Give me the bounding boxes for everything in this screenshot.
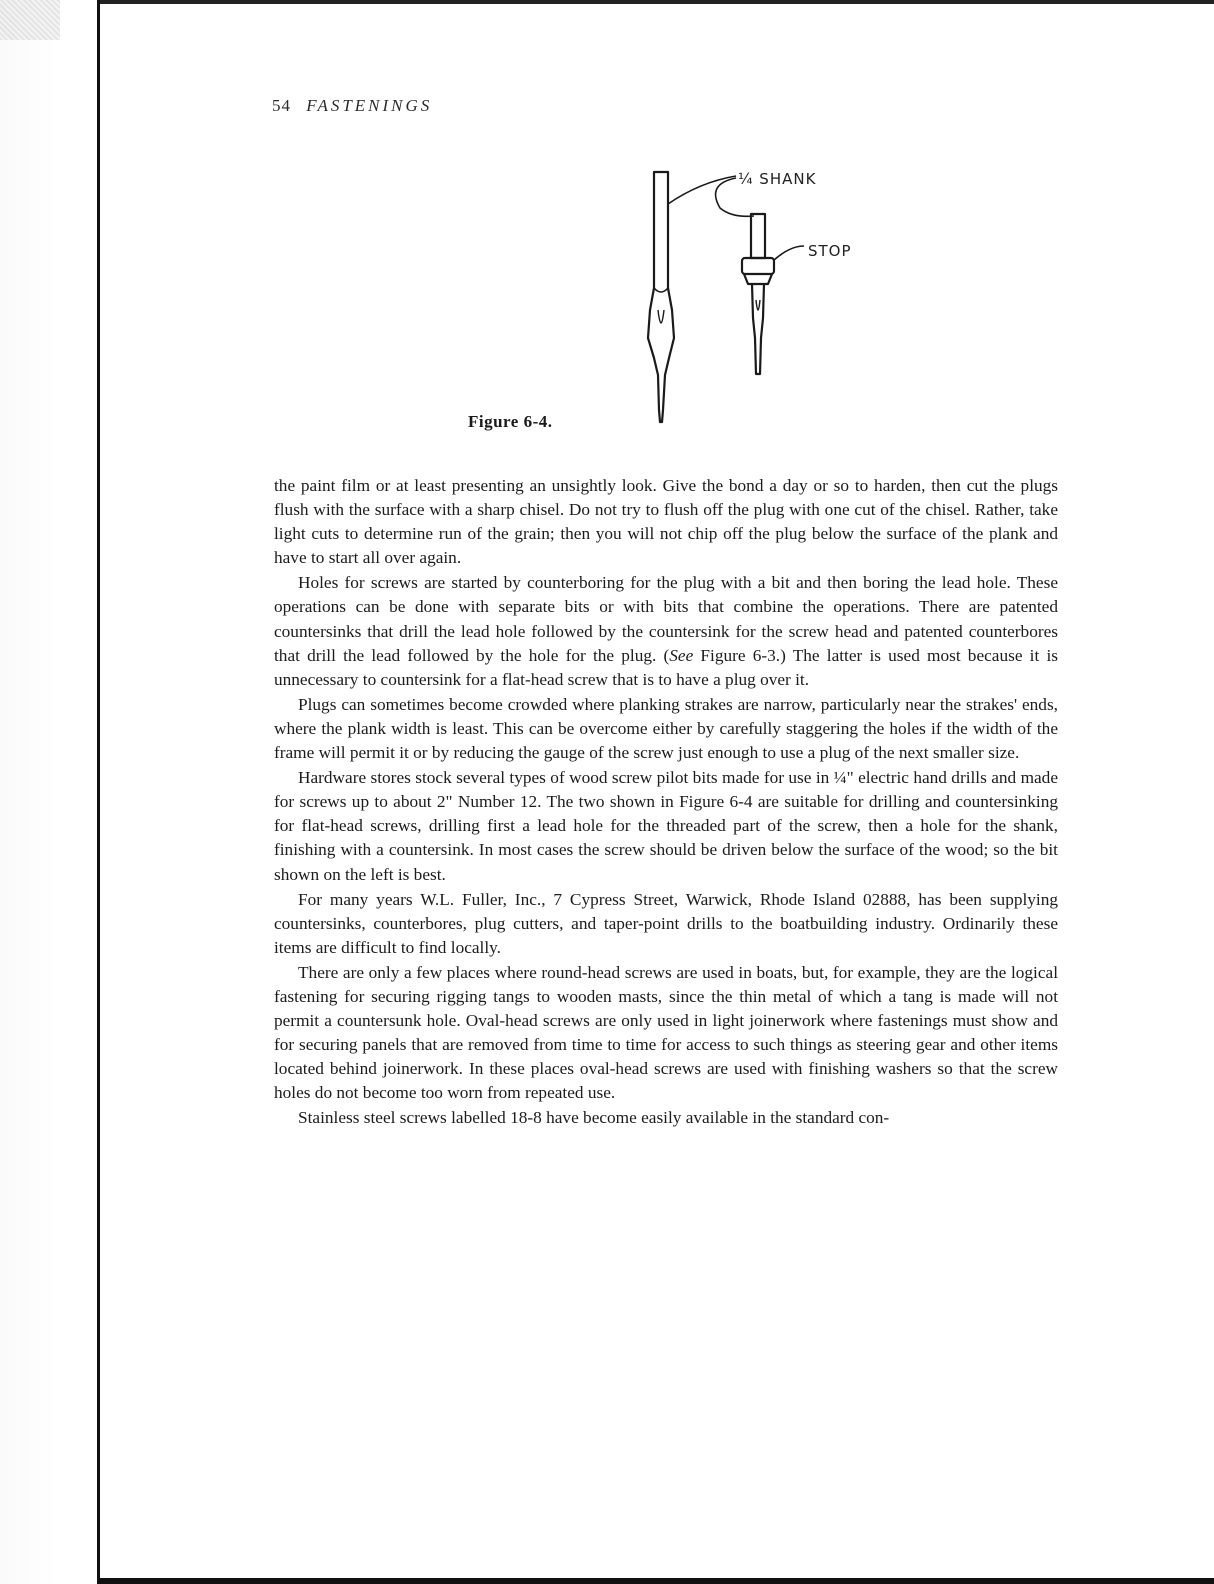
paragraph-round-head: There are only a few places where round-head screws are used in boats, but, for example, they are the logical fastening for securing rigging tangs to wooden masts, since the thin metal of which a tang is made will not permit a countersunk hole. Oval-head screws are only used in light joinerwork where fastenings must show and for securing panels that are removed from time to time for access to such things as steering gear and other items located behind joinerwork. In these places oval-head screws are used with finishing washers so that the screw holes do not become too worn from repeated use. xyxy=(274,962,1058,1103)
paragraph-continuation: the paint film or at least presenting an unsightly look. Give the bond a day or so to harden, then cut the plugs flush with the surface with a sharp chisel. Do not try to flush off the plug with one cut of the chisel. Rather, take light cuts to determine run of the grain; then you will not chip off the plug below the surface of the plank and have to start all over again. xyxy=(274,476,1058,568)
scan-edge-bottom xyxy=(98,1578,1214,1584)
body-text xyxy=(274,474,1058,1131)
paragraph-fuller: For many years W.L. Fuller, Inc., 7 Cypress Street, Warwick, Rhode Island 02888, has been supplying countersinks, counterbores, plug cutters, and taper-point drills to the boatbuilding industry. Ordinarily these items are difficult to find locally. xyxy=(274,889,1058,957)
running-head xyxy=(272,96,432,116)
section-title: FASTENINGS xyxy=(306,96,433,115)
scan-margin-left xyxy=(0,0,100,1584)
figure-6-4 xyxy=(640,160,900,440)
left-pilot-bit xyxy=(648,172,674,422)
stop-label: STOP xyxy=(808,242,852,260)
scan-artifact xyxy=(0,0,60,40)
scan-edge-top xyxy=(0,0,1214,4)
leader-lines xyxy=(668,176,804,260)
paragraph-holes-for-screws xyxy=(274,571,1058,691)
paragraph-stainless: Stainless steel screws labelled 18-8 have become easily available in the standard con- xyxy=(298,1108,890,1128)
shank-label: ¼ SHANK xyxy=(738,170,817,188)
paragraph-plugs: Plugs can sometimes become crowded where planking strakes are narrow, particularly near the strakes' ends, where the plank width is least. This can be overcome either by carefully staggering the holes if the width of the frame will permit it or by reducing the gauge of the screw just enough to use a plug of the next smaller size. xyxy=(274,694,1058,763)
paragraph-text: Holes for screws are started by counterboring for the plug with a bit and then boring the lead hole. These operations can be done with separate bits or with bits that combine the operations. There are patented countersinks that drill the lead hole followed by the countersink for the screw head and patented counterbores that drill the lead followed by the hole for the plug. ( xyxy=(274,573,1058,665)
drill-bits-illustration xyxy=(640,160,900,440)
paragraph-hardware-stores: Hardware stores stock several types of wood screw pilot bits made for use in ¼" electric hand drills and made for screws up to about 2" Number 12. The two shown in Figure 6-4 are suitable for drilling and countersinking for flat-head screws, drilling first a lead hole for the threaded part of the screw, then a hole for the shank, finishing with a countersink. In most cases the screw should be driven below the surface of the wood; so the bit shown on the left is best. xyxy=(274,768,1058,884)
page-number: 54 xyxy=(272,96,291,115)
figure-caption: Figure 6-4. xyxy=(468,412,553,431)
see-reference: See xyxy=(669,645,694,665)
right-pilot-bit-with-stop xyxy=(742,214,774,374)
paragraph-text: Figure 6-3.) The latter is used most because it is unnecessary to countersink for a flat-head screw that is to have a plug over it. xyxy=(274,645,1058,689)
